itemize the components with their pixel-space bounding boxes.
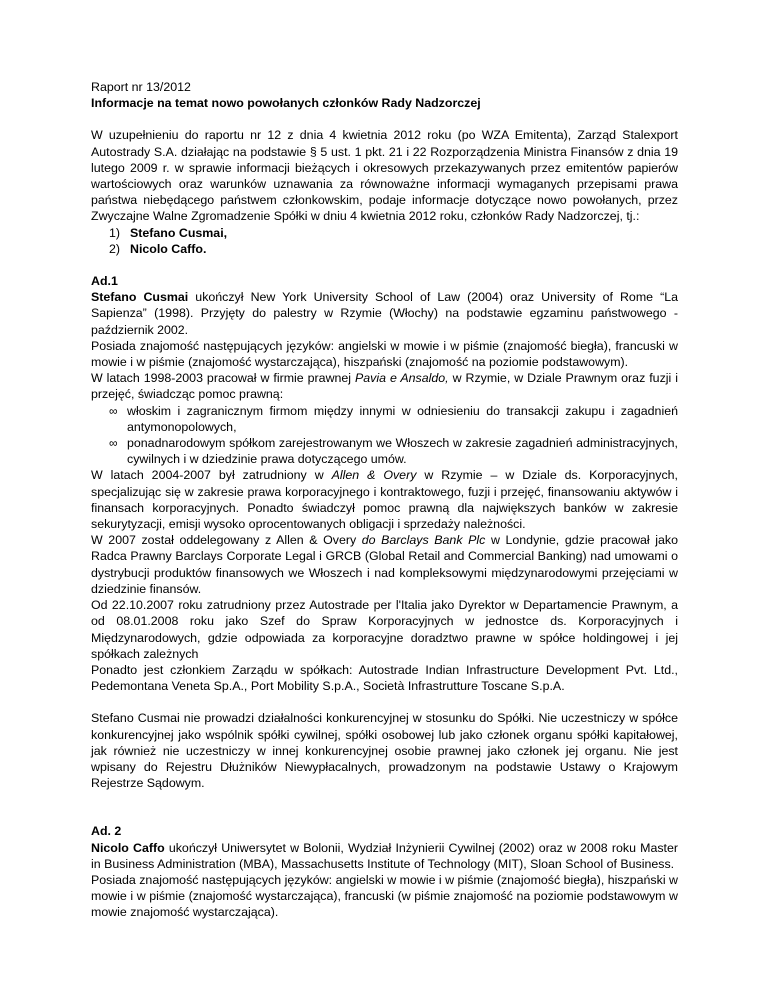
ad1-education: Stefano Cusmai ukończył New York University School of Law (2004) oraz University of Rome “La Sapienza” (1998). Przyjęty do palestry w Rzymie (Włochy) na podstawie egzaminu państwowego - październik 2002.: [91, 290, 678, 337]
ad1-bullets: [91, 403, 678, 468]
ad1-job3: W 2007 został oddelegowany z Allen & Overy do Barclays Bank Plc w Londynie, gdzie pracował jako Radca Prawny Barclays Corporate Legal i GRCB (Global Retail and Commercial Banking) nad umowami o dystrybucji produktów finansowych we Włoszech i nad kompleksowymi międzynarodowymi przejęciami w dziedzinie finansów.: [91, 533, 678, 596]
infinity-bullet-icon: ∞: [109, 403, 118, 418]
ad2-education: Nicolo Caffo ukończył Uniwersytet w Bolonii, Wydział Inżynierii Cywilnej (2002) oraz w 2008 roku Master in Business Administration (MBA), Massachusetts Institute of Technology (MIT), Sloan School of Business.: [91, 840, 678, 871]
report-number: Raport nr 13/2012: [91, 80, 191, 94]
intro-paragraph: W uzupełnieniu do raportu nr 12 z dnia 4 kwietnia 2012 roku (po WZA Emitenta), Zarząd Stalexport Autostrady S.A. działając na podstawie § 5 ust. 1 pkt. 21 i 22 Rozporządzenia Ministra Finansów z dnia 19 lutego 2009 r. w sprawie informacji bieżących i okresowych przekazywanych przez emitentów papierów wartościowych oraz warunków uznawania za równoważne informacji wymaganych przepisami prawa państwa niebędącego państwem członkowskim, podaje informacje dotyczące nowo powołanych, przez Zwyczajne Walne Zgromadzenie Spółki w dniu 4 kwietnia 2012 roku, członków Rady Nadzorczej, tj.:: [91, 128, 678, 224]
ad1-job1: W latach 1998-2003 pracował w firmie prawnej Pavia e Ansaldo, w Rzymie, w Dziale Prawnym oraz fuzji i przejęć, świadcząc pomoc prawną:: [91, 371, 678, 402]
list-item: 1) Stefano Cusmai,: [109, 225, 228, 240]
infinity-bullet-icon: ∞: [109, 436, 118, 451]
list-item: ∞ ponadnarodowym spółkom zarejestrowanym we Włoszech w zakresie zagadnień administracyjnych, cywilnych i w dziedzinie prawa dotyczącego umów.: [109, 436, 678, 467]
ad1-heading: Ad.1: [91, 274, 118, 289]
list-item: 2) Nicolo Caffo.: [109, 241, 207, 256]
ad2-heading: Ad. 2: [91, 824, 122, 839]
ad1-statement: Stefano Cusmai nie prowadzi działalności konkurencyjnej w stosunku do Spółki. Nie uczestniczy w spółce konkurencyjnej jako wspólnik spółki cywilnej, spółki osobowej lub jako członek organu spółki kapitałowej, jak również nie uczestniczy w innej konkurencyjnej osobie prawnej jako członek jej organu. Nie jest wpisany do Rejestru Dłużników Niewypłacalnych, prowadzonym na podstawie Ustawy o Krajowym Rejestrze Sądowym.: [91, 711, 678, 791]
ad1-languages: Posiada znajomość następujących języków: angielski w mowie i w piśmie (znajomość biegła), francuski w mowie i w piśmie (znajomość wystarczająca), hiszpański (znajomość na poziomie podstawowym).: [91, 338, 678, 370]
list-item: ∞ włoskim i zagranicznym firmom między innymi w odniesieniu do transakcji zakupu i zagadnień antymonopolowych,: [109, 403, 678, 434]
ad1-job2: W latach 2004-2007 był zatrudniony w Allen & Overy w Rzymie – w Dziale ds. Korporacyjnych, specjalizując się w zakresie prawa korporacyjnego i kontraktowego, fuzji i przejęć, finansowaniu aktywów i finansach korporacyjnych. Ponadto świadczył pomoc prawną dla największych banków w zakresie sekurytyzacji, emisji wysoko oprocentowanych obligacji i sprzedaży należności.: [91, 468, 678, 532]
ad2-languages: Posiada znajomość następujących języków: angielski w mowie i w piśmie (znajomość biegła), hiszpański w mowie i w piśmie (znajomość wystarczająca), francuski (w piśmie znajomość na poziomie podstawowym w mowie znajomość wystarczająca).: [91, 872, 678, 920]
document-title: Informacje na temat nowo powołanych członków Rady Nadzorczej: [91, 96, 481, 111]
ad1-job4: Od 22.10.2007 roku zatrudniony przez Autostrade per l'Italia jako Dyrektor w Departamencie Prawnym, a od 08.01.2008 roku jako Szef do Spraw Korporacyjnych w jednostce ds. Korporacyjnych i Międzynarodowych, gdzie odpowiada za korporacyjne doradztwo prawne w spółce holdingowej i jej spółkach zależnych: [91, 598, 678, 661]
ad1-boards: Ponadto jest członkiem Zarządu w spółkach: Autostrade Indian Infrastructure Development Pvt. Ltd., Pedemontana Veneta Sp.A., Port Mobility S.p.A., Società Infrastrutture Toscane S.p.A.: [91, 662, 678, 694]
members-list: [91, 225, 678, 257]
